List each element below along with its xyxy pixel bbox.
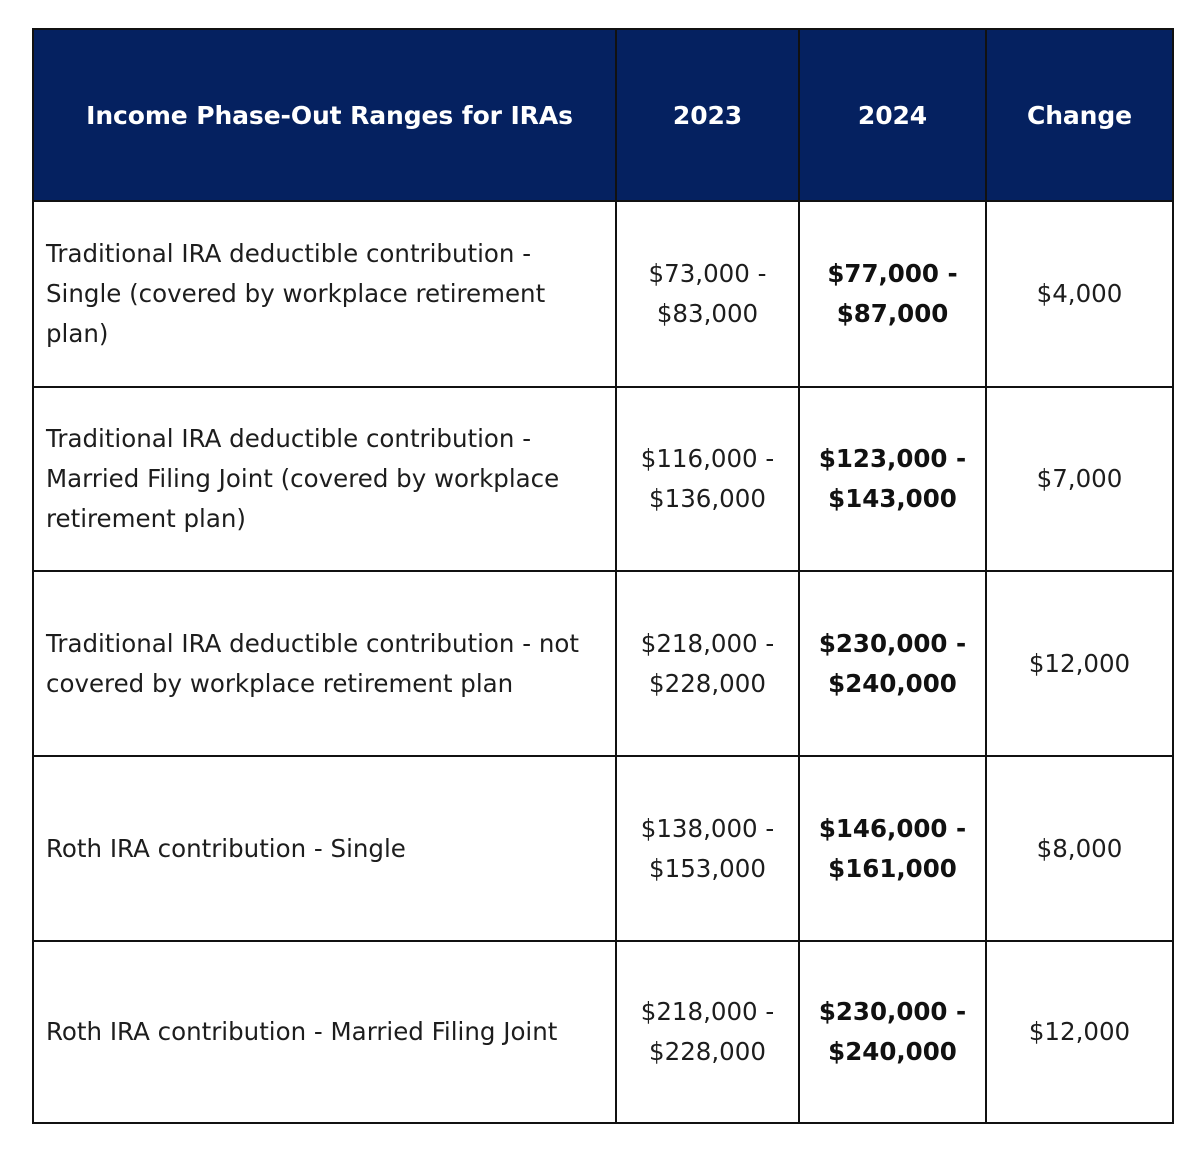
table-body — [33, 201, 1173, 1123]
cell-description: Traditional IRA deductible contribution - Single (covered by workplace retirement plan) — [33, 201, 616, 387]
cell-change: $12,000 — [986, 571, 1173, 756]
table-row — [33, 201, 1173, 387]
column-header-2024: 2024 — [799, 29, 986, 201]
ira-phaseout-table-container — [32, 28, 1172, 1122]
cell-2023: $218,000 - $228,000 — [616, 571, 799, 756]
cell-change: $7,000 — [986, 387, 1173, 571]
cell-2023: $73,000 - $83,000 — [616, 201, 799, 387]
cell-2023: $218,000 - $228,000 — [616, 941, 799, 1123]
column-header-change: Change — [986, 29, 1173, 201]
table-header — [33, 29, 1173, 201]
column-header-description: Income Phase-Out Ranges for IRAs — [33, 29, 616, 201]
column-header-2023: 2023 — [616, 29, 799, 201]
table-row — [33, 756, 1173, 941]
ira-phaseout-table — [32, 28, 1174, 1124]
cell-change: $8,000 — [986, 756, 1173, 941]
cell-2024: $146,000 - $161,000 — [799, 756, 986, 941]
cell-description: Traditional IRA deductible contribution - not covered by workplace retirement plan — [33, 571, 616, 756]
cell-description: Roth IRA contribution - Single — [33, 756, 616, 941]
cell-2024: $77,000 - $87,000 — [799, 201, 986, 387]
table-row — [33, 571, 1173, 756]
cell-change: $12,000 — [986, 941, 1173, 1123]
table-header-row — [33, 29, 1173, 201]
cell-2024: $230,000 - $240,000 — [799, 941, 986, 1123]
cell-change: $4,000 — [986, 201, 1173, 387]
cell-description: Roth IRA contribution - Married Filing Joint — [33, 941, 616, 1123]
table-row — [33, 387, 1173, 571]
cell-2023: $138,000 - $153,000 — [616, 756, 799, 941]
cell-2024: $230,000 - $240,000 — [799, 571, 986, 756]
cell-2023: $116,000 - $136,000 — [616, 387, 799, 571]
cell-2024: $123,000 - $143,000 — [799, 387, 986, 571]
table-row — [33, 941, 1173, 1123]
cell-description: Traditional IRA deductible contribution - Married Filing Joint (covered by workplace retirement plan) — [33, 387, 616, 571]
